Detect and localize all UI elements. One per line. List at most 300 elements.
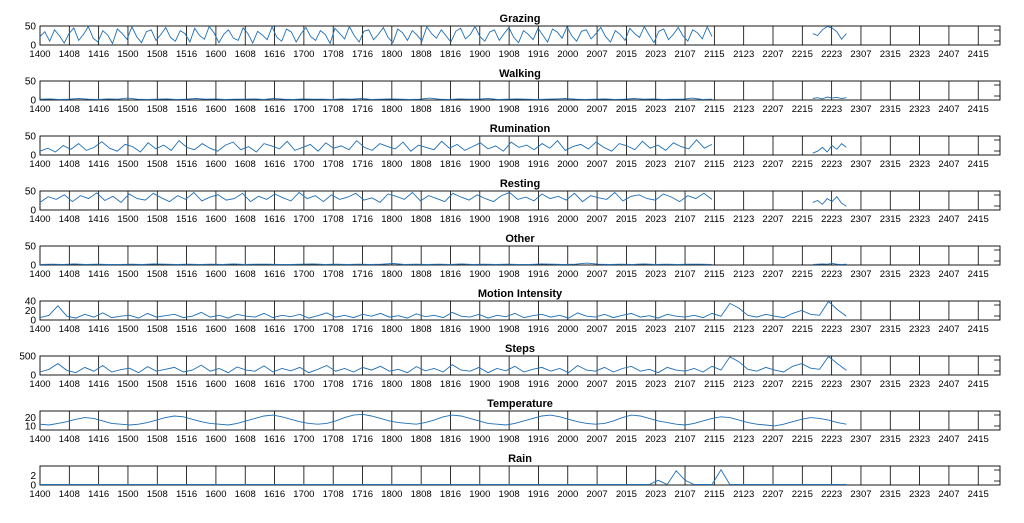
x-tick-label: 1616	[263, 49, 286, 60]
x-tick-label: 1816	[439, 269, 462, 280]
x-tick-label: 2307	[850, 434, 872, 445]
x-tick-label: 2000	[557, 104, 579, 115]
x-tick-label: 2223	[821, 489, 843, 500]
series-line-other	[40, 263, 712, 264]
x-tick-label: 2000	[557, 379, 579, 390]
x-tick-label: 1908	[498, 159, 520, 170]
y-tick-label: 0	[30, 95, 36, 107]
x-tick-label: 2415	[967, 489, 989, 500]
x-tick-label: 1616	[263, 159, 286, 170]
x-tick-label: 2407	[938, 434, 960, 445]
x-tick-label: 1608	[234, 49, 256, 60]
x-tick-label: 1516	[176, 214, 198, 225]
x-tick-label: 2000	[557, 49, 579, 60]
x-tick-label: 1416	[88, 434, 110, 445]
x-tick-label: 2115	[704, 269, 725, 280]
x-tick-label: 2323	[909, 49, 931, 60]
x-tick-label: 1516	[176, 434, 198, 445]
series-line-steps	[40, 357, 846, 373]
x-tick-label: 2415	[967, 214, 989, 225]
x-tick-label: 1716	[351, 324, 374, 335]
x-tick-label: 1700	[293, 269, 315, 280]
x-tick-label: 2415	[967, 104, 989, 115]
x-tick-label: 2107	[674, 379, 696, 390]
x-tick-label: 1416	[88, 49, 110, 60]
y-tick-label: 40	[24, 296, 36, 308]
x-tick-label: 1500	[117, 214, 139, 225]
x-tick-label: 1516	[176, 324, 198, 335]
x-tick-label: 2207	[762, 269, 784, 280]
x-tick-label: 1700	[293, 489, 315, 500]
x-tick-label: 2123	[733, 434, 755, 445]
x-tick-label: 1708	[322, 489, 344, 500]
x-tick-label: 2000	[557, 159, 579, 170]
x-tick-label: 1508	[146, 104, 168, 115]
x-tick-label: 1408	[58, 489, 80, 500]
x-tick-label: 1608	[234, 379, 256, 390]
x-tick-label: 1908	[498, 434, 520, 445]
series-line-walking	[40, 98, 712, 99]
x-tick-label: 1800	[381, 159, 403, 170]
x-tick-label: 2207	[762, 214, 784, 225]
x-tick-label: 1616	[263, 379, 286, 390]
x-tick-label: 2207	[762, 434, 784, 445]
y-tick-label: 50	[24, 186, 36, 198]
x-tick-label: 2000	[557, 434, 579, 445]
x-tick-label: 1708	[322, 434, 344, 445]
x-tick-label: 2415	[967, 379, 989, 390]
x-tick-label: 2107	[674, 159, 696, 170]
x-tick-label: 2315	[879, 214, 901, 225]
y-tick-label: 50	[24, 21, 36, 33]
axes-frame	[40, 26, 1000, 45]
x-tick-label: 2215	[791, 269, 813, 280]
x-tick-label: 2023	[645, 489, 667, 500]
x-tick-label: 1500	[117, 49, 139, 60]
x-tick-label: 2023	[645, 434, 667, 445]
x-tick-label: 1508	[146, 269, 168, 280]
x-tick-label: 1408	[58, 434, 80, 445]
x-tick-label: 1400	[29, 214, 51, 225]
x-tick-label: 2015	[615, 379, 637, 390]
panel-title: Resting	[499, 178, 541, 190]
x-tick-label: 2015	[615, 324, 637, 335]
x-tick-label: 2307	[850, 269, 872, 280]
x-tick-label: 1908	[498, 324, 520, 335]
x-tick-label: 2407	[938, 214, 960, 225]
x-tick-label: 1716	[351, 214, 374, 225]
x-tick-label: 1816	[439, 489, 462, 500]
x-tick-label: 2107	[674, 104, 696, 115]
x-tick-label: 1716	[351, 379, 374, 390]
x-tick-label: 1500	[117, 104, 139, 115]
x-tick-label: 2000	[557, 489, 579, 500]
x-tick-label: 1516	[176, 269, 198, 280]
x-tick-label: 1416	[88, 104, 110, 115]
x-tick-label: 1708	[322, 214, 344, 225]
series-line-resting	[813, 197, 847, 207]
x-tick-label: 1600	[205, 379, 227, 390]
x-tick-label: 1816	[439, 214, 462, 225]
x-tick-label: 1908	[498, 379, 520, 390]
x-tick-label: 1816	[439, 434, 462, 445]
x-tick-label: 1916	[527, 49, 550, 60]
x-tick-label: 2007	[586, 269, 608, 280]
x-tick-label: 2023	[645, 104, 667, 115]
series-line-grazing	[40, 27, 712, 44]
series-line-motion-intensity	[40, 302, 846, 319]
x-tick-label: 1708	[322, 49, 344, 60]
x-tick-label: 1816	[439, 104, 462, 115]
x-tick-label: 1416	[88, 159, 110, 170]
x-tick-label: 1608	[234, 269, 256, 280]
x-tick-label: 2215	[791, 49, 813, 60]
x-tick-label: 1608	[234, 434, 256, 445]
x-tick-label: 1500	[117, 489, 139, 500]
x-tick-label: 1900	[469, 379, 491, 390]
x-tick-label: 1808	[410, 324, 432, 335]
series-line-walking	[813, 97, 847, 99]
x-tick-label: 1408	[58, 104, 80, 115]
x-tick-label: 1416	[88, 379, 110, 390]
x-tick-label: 2415	[967, 434, 989, 445]
x-tick-label: 2000	[557, 214, 579, 225]
x-tick-label: 2115	[704, 104, 725, 115]
x-tick-label: 1816	[439, 324, 462, 335]
panel-resting	[25, 178, 1000, 225]
x-tick-label: 2307	[850, 104, 872, 115]
x-tick-label: 1508	[146, 324, 168, 335]
x-tick-label: 1416	[88, 214, 110, 225]
x-tick-label: 1516	[176, 159, 198, 170]
series-line-rumination	[813, 144, 847, 154]
x-tick-label: 1616	[263, 324, 286, 335]
x-tick-label: 2207	[762, 49, 784, 60]
x-tick-label: 1500	[117, 379, 139, 390]
panel-rain	[29, 453, 1000, 500]
y-tick-label: 10	[24, 421, 36, 433]
x-tick-label: 2107	[674, 269, 696, 280]
x-tick-label: 1916	[527, 214, 550, 225]
x-tick-label: 1700	[293, 159, 315, 170]
panel-grazing	[25, 13, 1000, 60]
x-tick-label: 2107	[674, 489, 696, 500]
x-tick-label: 2015	[615, 104, 637, 115]
x-tick-label: 2215	[791, 159, 813, 170]
x-tick-label: 2223	[821, 269, 843, 280]
x-tick-label: 1716	[351, 49, 374, 60]
x-tick-label: 1416	[88, 269, 110, 280]
axes-frame	[40, 191, 1000, 210]
x-tick-label: 1916	[527, 104, 550, 115]
x-tick-label: 2223	[821, 214, 843, 225]
x-tick-label: 2223	[821, 104, 843, 115]
x-tick-label: 1700	[293, 214, 315, 225]
x-tick-label: 1508	[146, 434, 168, 445]
x-tick-label: 2323	[909, 324, 931, 335]
x-tick-label: 1500	[117, 269, 139, 280]
y-tick-label: 0	[30, 40, 36, 52]
x-tick-label: 2323	[909, 489, 931, 500]
x-tick-label: 2315	[879, 434, 901, 445]
x-tick-label: 1508	[146, 214, 168, 225]
x-tick-label: 1508	[146, 49, 168, 60]
x-tick-label: 2115	[704, 159, 725, 170]
x-tick-label: 1700	[293, 324, 315, 335]
x-tick-label: 1708	[322, 104, 344, 115]
panel-title: Motion Intensity	[477, 288, 563, 300]
x-tick-label: 1916	[527, 324, 550, 335]
y-tick-label: 50	[24, 131, 36, 143]
x-tick-label: 2315	[879, 269, 901, 280]
x-tick-label: 1808	[410, 379, 432, 390]
x-tick-label: 1508	[146, 489, 168, 500]
x-tick-label: 2415	[967, 49, 989, 60]
x-tick-label: 1616	[263, 489, 286, 500]
x-tick-label: 2123	[733, 49, 755, 60]
x-tick-label: 1700	[293, 434, 315, 445]
x-tick-label: 2307	[850, 379, 872, 390]
x-tick-label: 1900	[469, 489, 491, 500]
panel-title: Rumination	[489, 123, 551, 135]
x-tick-label: 1808	[410, 104, 432, 115]
x-tick-label: 1800	[381, 324, 403, 335]
x-tick-label: 2015	[615, 49, 637, 60]
series-line-rain	[40, 470, 846, 485]
x-tick-label: 1708	[322, 324, 344, 335]
panel-title: Temperature	[487, 398, 553, 410]
x-tick-label: 2115	[704, 489, 725, 500]
x-tick-label: 2115	[704, 49, 725, 60]
x-tick-label: 1916	[527, 159, 550, 170]
x-tick-label: 2407	[938, 379, 960, 390]
x-tick-label: 1600	[205, 324, 227, 335]
x-tick-label: 1916	[527, 269, 550, 280]
x-tick-label: 2407	[938, 489, 960, 500]
x-tick-label: 2123	[733, 379, 755, 390]
x-tick-label: 1716	[351, 159, 374, 170]
x-tick-label: 1516	[176, 379, 198, 390]
x-tick-label: 2015	[615, 434, 637, 445]
x-tick-label: 2115	[704, 214, 725, 225]
series-line-temperature	[40, 414, 846, 426]
x-tick-label: 1908	[498, 269, 520, 280]
x-tick-label: 2023	[645, 379, 667, 390]
axes-frame	[40, 466, 1000, 485]
x-tick-label: 1808	[410, 434, 432, 445]
x-tick-label: 2207	[762, 379, 784, 390]
panel-title: Grazing	[499, 13, 541, 25]
panel-temperature	[25, 398, 1000, 445]
x-tick-label: 2223	[821, 434, 843, 445]
x-tick-label: 1708	[322, 159, 344, 170]
x-tick-label: 1700	[293, 49, 315, 60]
x-tick-label: 2207	[762, 159, 784, 170]
x-tick-label: 1408	[58, 379, 80, 390]
x-tick-label: 2023	[645, 269, 667, 280]
x-tick-label: 1900	[469, 214, 491, 225]
y-tick-label: 20	[24, 413, 36, 425]
x-tick-label: 2000	[557, 269, 579, 280]
x-tick-label: 2107	[674, 324, 696, 335]
x-tick-label: 2123	[733, 269, 755, 280]
x-tick-label: 1400	[29, 49, 51, 60]
x-tick-label: 2323	[909, 104, 931, 115]
x-tick-label: 2123	[733, 104, 755, 115]
x-tick-label: 1716	[351, 104, 374, 115]
x-tick-label: 2015	[615, 159, 637, 170]
x-tick-label: 2323	[909, 214, 931, 225]
x-tick-label: 1708	[322, 269, 344, 280]
x-tick-label: 1600	[205, 49, 227, 60]
x-tick-label: 1500	[117, 159, 139, 170]
x-tick-label: 2223	[821, 159, 843, 170]
x-tick-label: 2007	[586, 324, 608, 335]
x-tick-label: 1400	[29, 434, 51, 445]
x-tick-label: 1408	[58, 49, 80, 60]
x-tick-label: 1916	[527, 379, 550, 390]
x-tick-label: 1600	[205, 489, 227, 500]
y-tick-label: 0	[30, 315, 36, 327]
x-tick-label: 1516	[176, 49, 198, 60]
x-tick-label: 1416	[88, 489, 110, 500]
x-tick-label: 1400	[29, 489, 51, 500]
x-tick-label: 1808	[410, 49, 432, 60]
x-tick-label: 2023	[645, 159, 667, 170]
x-tick-label: 2323	[909, 379, 931, 390]
x-tick-label: 2107	[674, 434, 696, 445]
x-tick-label: 2007	[586, 159, 608, 170]
x-tick-label: 2207	[762, 104, 784, 115]
x-tick-label: 2107	[674, 49, 696, 60]
x-tick-label: 1900	[469, 324, 491, 335]
x-tick-label: 2415	[967, 159, 989, 170]
x-tick-label: 2115	[704, 324, 725, 335]
x-tick-label: 1800	[381, 489, 403, 500]
x-tick-label: 2315	[879, 324, 901, 335]
x-tick-label: 2015	[615, 269, 637, 280]
x-tick-label: 2215	[791, 324, 813, 335]
y-tick-label: 50	[24, 76, 36, 88]
y-tick-label: 0	[30, 480, 36, 492]
x-tick-label: 2207	[762, 489, 784, 500]
x-tick-label: 1908	[498, 214, 520, 225]
axes-frame	[40, 81, 1000, 100]
x-tick-label: 1900	[469, 269, 491, 280]
x-tick-label: 1408	[58, 214, 80, 225]
panel-rumination	[25, 123, 1000, 170]
y-tick-label: 0	[30, 205, 36, 217]
x-tick-label: 1408	[58, 159, 80, 170]
x-tick-label: 2307	[850, 214, 872, 225]
x-tick-label: 1616	[263, 104, 286, 115]
x-tick-label: 1816	[439, 49, 462, 60]
x-tick-label: 2407	[938, 104, 960, 115]
x-tick-label: 1800	[381, 214, 403, 225]
x-tick-label: 2023	[645, 49, 667, 60]
x-tick-label: 2315	[879, 104, 901, 115]
x-tick-label: 2215	[791, 104, 813, 115]
x-tick-label: 1416	[88, 324, 110, 335]
series-line-rumination	[40, 140, 712, 152]
x-tick-label: 2215	[791, 434, 813, 445]
x-tick-label: 1608	[234, 104, 256, 115]
x-tick-label: 1900	[469, 434, 491, 445]
x-tick-label: 2123	[733, 324, 755, 335]
series-line-resting	[40, 193, 712, 203]
x-tick-label: 1816	[439, 379, 462, 390]
x-tick-label: 2007	[586, 214, 608, 225]
x-tick-label: 1600	[205, 214, 227, 225]
y-tick-label: 0	[30, 370, 36, 382]
x-tick-label: 2407	[938, 49, 960, 60]
x-tick-label: 2215	[791, 214, 813, 225]
x-tick-label: 2123	[733, 489, 755, 500]
x-tick-label: 2307	[850, 324, 872, 335]
x-tick-label: 1516	[176, 489, 198, 500]
x-tick-label: 1500	[117, 324, 139, 335]
x-tick-label: 1800	[381, 104, 403, 115]
x-tick-label: 2407	[938, 324, 960, 335]
x-tick-label: 2323	[909, 159, 931, 170]
x-tick-label: 1800	[381, 379, 403, 390]
x-tick-label: 1408	[58, 269, 80, 280]
x-tick-label: 1716	[351, 434, 374, 445]
x-tick-label: 2007	[586, 104, 608, 115]
x-tick-label: 1800	[381, 49, 403, 60]
x-tick-label: 1616	[263, 269, 286, 280]
x-tick-label: 2315	[879, 159, 901, 170]
x-tick-label: 1508	[146, 159, 168, 170]
x-tick-label: 2215	[791, 489, 813, 500]
x-tick-label: 2323	[909, 434, 931, 445]
panel-walking	[25, 68, 1000, 115]
x-tick-label: 2007	[586, 434, 608, 445]
x-tick-label: 1600	[205, 104, 227, 115]
x-tick-label: 2207	[762, 324, 784, 335]
axes-frame	[40, 246, 1000, 265]
x-tick-label: 1900	[469, 104, 491, 115]
y-tick-label: 50	[24, 241, 36, 253]
x-tick-label: 1716	[351, 489, 374, 500]
x-tick-label: 1808	[410, 489, 432, 500]
panel-title: Other	[505, 233, 535, 245]
x-tick-label: 1400	[29, 324, 51, 335]
x-tick-label: 1908	[498, 49, 520, 60]
y-tick-label: 500	[19, 351, 36, 363]
x-tick-label: 1616	[263, 434, 286, 445]
series-line-other	[813, 264, 847, 265]
x-tick-label: 2023	[645, 214, 667, 225]
x-tick-label: 2007	[586, 489, 608, 500]
x-tick-label: 2123	[733, 159, 755, 170]
x-tick-label: 1600	[205, 269, 227, 280]
x-tick-label: 1808	[410, 159, 432, 170]
x-tick-label: 1608	[234, 489, 256, 500]
x-tick-label: 1900	[469, 159, 491, 170]
x-tick-label: 1616	[263, 214, 286, 225]
x-tick-label: 2007	[586, 379, 608, 390]
x-tick-label: 2407	[938, 269, 960, 280]
panel-title: Steps	[505, 343, 535, 355]
panel-motion-intensity	[25, 288, 1000, 335]
x-tick-label: 2323	[909, 269, 931, 280]
x-tick-label: 1700	[293, 104, 315, 115]
x-tick-label: 2215	[791, 379, 813, 390]
x-tick-label: 2023	[645, 324, 667, 335]
x-tick-label: 1916	[527, 434, 550, 445]
x-tick-label: 1900	[469, 49, 491, 60]
